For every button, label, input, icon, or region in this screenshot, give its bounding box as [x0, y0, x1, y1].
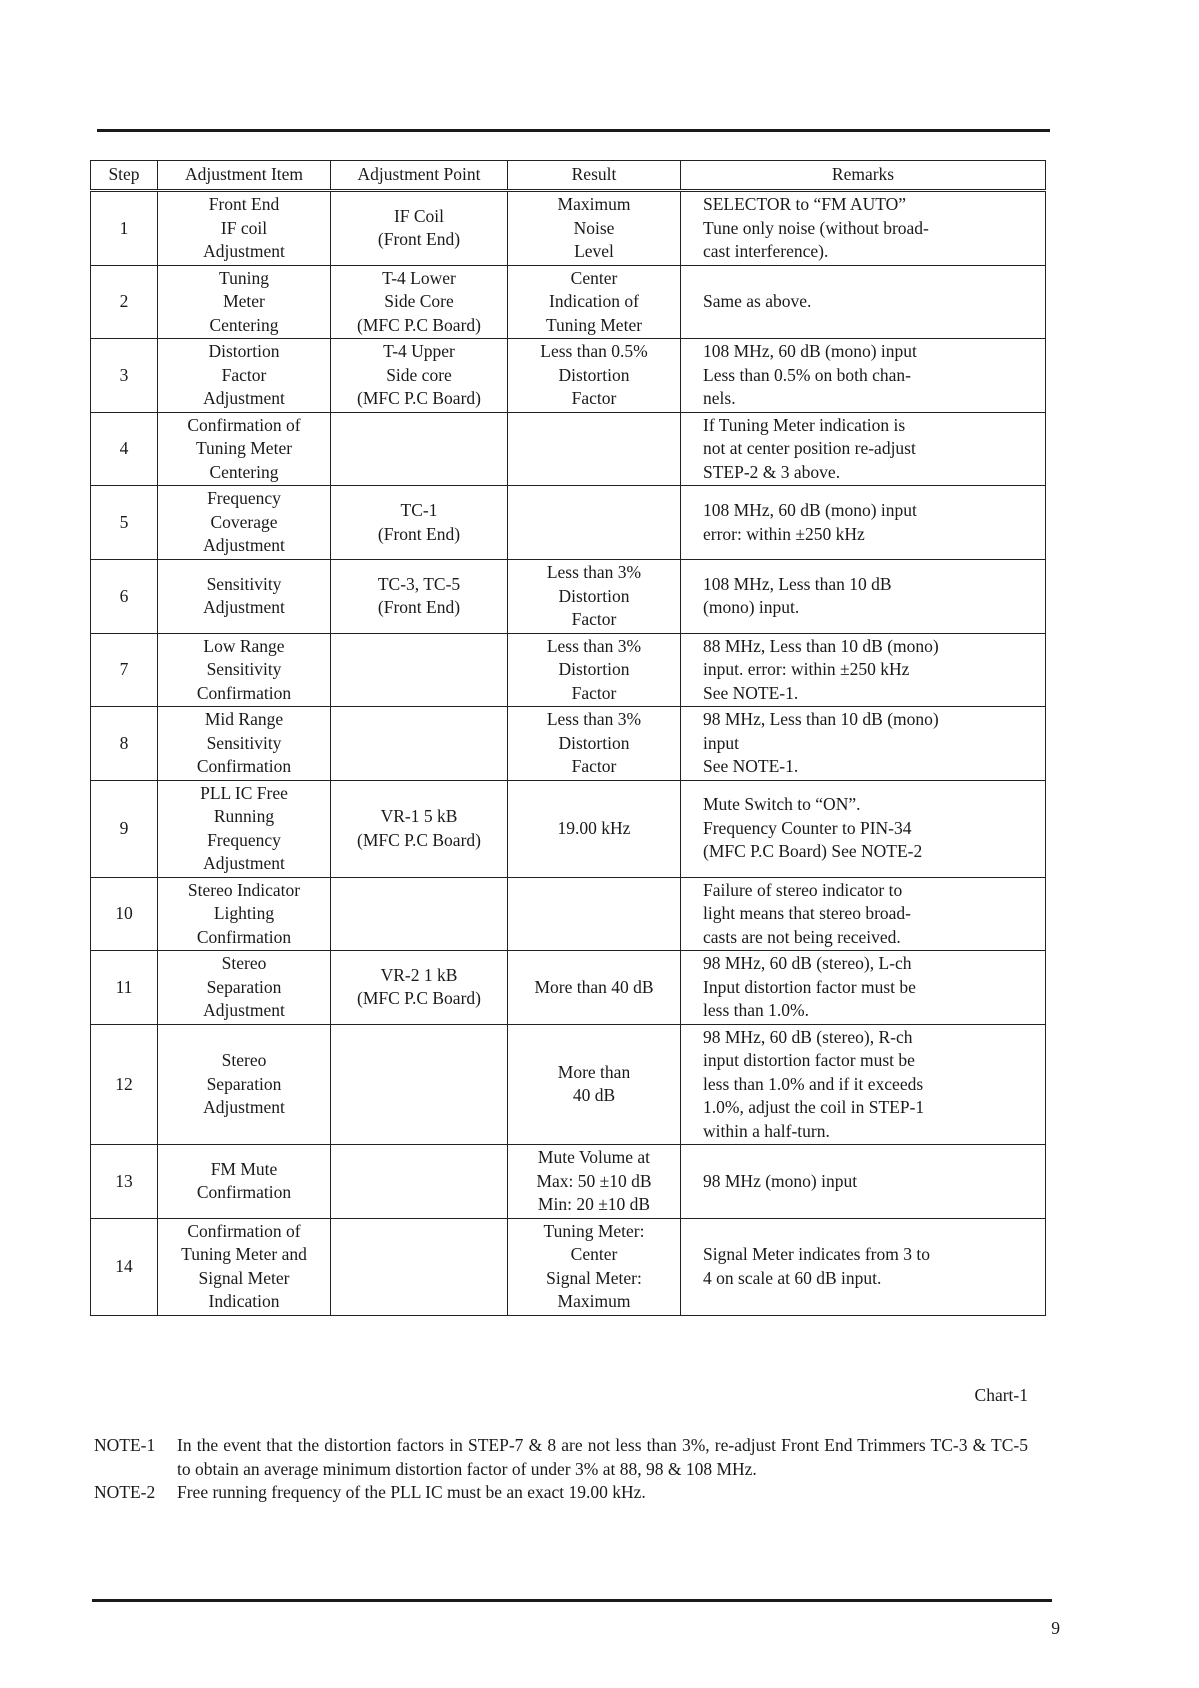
table-row: [91, 780, 1046, 877]
cell-line: Sensitivity: [206, 732, 282, 753]
note-text: Free running frequency of the PLL IC must be an exact 19.00 kHz.: [177, 1482, 646, 1502]
remarks-cell: [681, 486, 1046, 560]
cell-line: Sensitivity: [206, 573, 282, 594]
cell-line: Frequency: [207, 488, 281, 509]
cell-line: Distortion: [558, 585, 630, 606]
adjustment-item-cell: [158, 1145, 331, 1219]
cell-line: (Front End): [377, 229, 461, 250]
note-label: NOTE-2: [94, 1482, 156, 1502]
column-header-result: Result: [508, 161, 681, 191]
cell-line: See NOTE-1.: [703, 682, 799, 703]
adjustment-point-cell: [331, 560, 508, 634]
adjustment-item-cell: [158, 633, 331, 707]
adjustment-point-cell: [331, 877, 508, 951]
result-cell: [508, 877, 681, 951]
table-row: [91, 339, 1046, 413]
cell-line: Input distortion factor must be: [703, 976, 916, 997]
table-row: [91, 707, 1046, 781]
note-text: In the event that the distortion factors in STEP-7 & 8 are not less than 3%, re-adjust Front End Trimmers TC-3 & TC-5 to obtain an average minimum distortion factor of under 3% at 88, 98 & 108 MHz.: [177, 1435, 1028, 1479]
cell-line: Min: 20 ±10 dB: [537, 1194, 651, 1214]
adjustment-chart-table: [90, 160, 1046, 1316]
cell-line: input distortion factor must be: [703, 1050, 915, 1070]
cell-line: Separation: [206, 976, 282, 997]
cell-line: casts are not being received.: [703, 926, 901, 947]
cell-line: Signal Meter indicates from 3 to: [703, 1244, 930, 1264]
cell-line: Confirmation of: [187, 414, 301, 435]
cell-line: PLL IC Free: [200, 782, 288, 803]
remarks-cell: [681, 633, 1046, 707]
adjustment-point-cell: [331, 780, 508, 877]
cell-line: Sensitivity: [206, 659, 282, 679]
cell-line: Distortion: [208, 341, 280, 361]
remarks-cell: [681, 1024, 1046, 1145]
cell-line: not at center position re-adjust: [703, 438, 916, 458]
remarks-cell: [681, 560, 1046, 634]
cell-line: error: within ±250 kHz: [703, 523, 865, 544]
cell-line: Indication of: [549, 291, 639, 311]
cell-line: less than 1.0% and if it exceeds: [703, 1073, 924, 1094]
step-cell: 2: [91, 265, 158, 339]
cell-line: (MFC P.C Board): [357, 314, 481, 335]
adjustment-item-cell: [158, 707, 331, 781]
cell-line: Less than 0.5% on both chan-: [703, 364, 912, 385]
remarks-cell: [681, 412, 1046, 486]
table-header-row: [91, 161, 1046, 191]
cell-line: Factor: [571, 756, 617, 776]
column-header-adjustment-item: Adjustment Item: [158, 161, 331, 191]
step-cell: 7: [91, 633, 158, 707]
adjustment-item-cell: [158, 1024, 331, 1145]
cell-line: (Front End): [377, 597, 461, 618]
cell-line: (Front End): [377, 523, 461, 544]
adjustment-item-cell: [158, 265, 331, 339]
cell-line: Low Range: [203, 635, 285, 656]
table-row: [91, 633, 1046, 707]
cell-line: SELECTOR to “FM AUTO”: [703, 194, 907, 214]
cell-line: Factor: [221, 364, 267, 385]
bottom-rule: [92, 1599, 1052, 1602]
remarks-cell: [681, 951, 1046, 1025]
result-cell: [508, 486, 681, 560]
cell-line: Adjustment: [203, 241, 285, 261]
adjustment-item-cell: [158, 877, 331, 951]
column-header-adjustment-point: Adjustment Point: [331, 161, 508, 191]
column-header-step: Step: [91, 161, 158, 191]
cell-line: less than 1.0%.: [703, 1000, 809, 1020]
cell-line: STEP-2 & 3 above.: [703, 461, 841, 482]
cell-line: Confirmation: [196, 756, 292, 776]
result-cell: [508, 951, 681, 1025]
cell-line: (mono) input.: [703, 597, 800, 618]
result-cell: [508, 339, 681, 413]
cell-line: Adjustment: [203, 597, 285, 618]
cell-line: Indication: [208, 1291, 280, 1311]
adjustment-item-cell: [158, 339, 331, 413]
cell-line: T-4 Upper: [383, 341, 455, 361]
cell-line: Centering: [209, 314, 279, 335]
step-cell: 12: [91, 1024, 158, 1145]
adjustment-point-cell: [331, 633, 508, 707]
adjustment-point-cell: [331, 951, 508, 1025]
cell-line: 88 MHz, Less than 10 dB (mono): [703, 635, 939, 656]
cell-line: 98 MHz, 60 dB (stereo), R-ch: [703, 1026, 913, 1047]
adjustment-item-cell: [158, 486, 331, 560]
cell-line: Front End: [208, 194, 280, 214]
cell-line: VR-1 5 kB: [380, 806, 458, 826]
cell-line: Frequency: [207, 829, 281, 850]
result-cell: [508, 707, 681, 781]
page-number: 9: [1051, 1618, 1060, 1638]
adjustment-point-cell: [331, 707, 508, 781]
cell-line: VR-2 1 kB: [380, 964, 458, 985]
result-cell: [508, 780, 681, 877]
cell-line: Distortion: [558, 732, 630, 753]
cell-line: Tuning Meter and: [181, 1244, 307, 1264]
cell-line: Running: [213, 806, 275, 826]
cell-line: See NOTE-1.: [703, 756, 799, 776]
adjustment-item-cell: [158, 1218, 331, 1315]
cell-line: Tuning Meter: [545, 314, 643, 335]
step-cell: 8: [91, 707, 158, 781]
cell-line: Coverage: [210, 511, 278, 532]
cell-line: Separation: [206, 1073, 282, 1094]
step-cell: 10: [91, 877, 158, 951]
cell-line: Adjustment: [203, 535, 285, 556]
cell-line: Level: [574, 241, 614, 261]
cell-line: Tuning Meter: [195, 438, 293, 458]
cell-line: 98 MHz, Less than 10 dB (mono): [703, 709, 939, 729]
table-body: [91, 191, 1046, 1316]
result-cell: [508, 1145, 681, 1219]
adjustment-point-cell: [331, 486, 508, 560]
cell-line: Same as above.: [703, 291, 812, 311]
cell-line: within a half-turn.: [703, 1120, 830, 1141]
cell-line: Signal Meter: [198, 1267, 290, 1288]
result-cell: [508, 560, 681, 634]
cell-line: (MFC P.C Board): [357, 988, 481, 1009]
cell-line: Max: 50 ±10 dB: [536, 1170, 652, 1191]
remarks-cell: [681, 1145, 1046, 1219]
cell-line: Center: [570, 1244, 618, 1264]
cell-line: Side Core: [384, 291, 454, 311]
cell-line: IF coil: [220, 217, 268, 238]
cell-line: Confirmation: [196, 1182, 292, 1203]
top-rule: [97, 129, 1050, 132]
adjustment-item-cell: [158, 412, 331, 486]
cell-line: Tuning: [219, 267, 269, 288]
cell-line: Factor: [571, 609, 617, 629]
cell-line: Tune only noise (without broad-: [703, 217, 929, 238]
cell-line: Stereo: [221, 1050, 267, 1070]
cell-line: cast interference).: [703, 241, 829, 261]
result-cell: [508, 191, 681, 266]
cell-line: Distortion: [558, 659, 630, 679]
cell-line: Center: [570, 267, 618, 288]
step-cell: 4: [91, 412, 158, 486]
adjustment-item-cell: [158, 780, 331, 877]
cell-line: 108 MHz, 60 dB (mono) input: [703, 500, 917, 520]
cell-line: Factor: [571, 682, 617, 703]
remarks-cell: [681, 1218, 1046, 1315]
adjustment-point-cell: [331, 412, 508, 486]
table-row: [91, 1145, 1046, 1219]
cell-line: Frequency Counter to PIN-34: [703, 817, 912, 838]
cell-line: input: [703, 732, 739, 753]
cell-line: Meter: [223, 291, 265, 311]
note-1: [94, 1434, 1028, 1481]
cell-line: IF Coil: [393, 205, 445, 226]
cell-line: 4 on scale at 60 dB input.: [703, 1267, 882, 1288]
table-row: [91, 951, 1046, 1025]
cell-line: 98 MHz (mono) input: [703, 1170, 858, 1191]
table-row: [91, 1024, 1046, 1145]
cell-line: If Tuning Meter indication is: [703, 414, 906, 435]
step-cell: 11: [91, 951, 158, 1025]
chart-label: Chart-1: [974, 1385, 1028, 1405]
cell-line: More than: [557, 1061, 631, 1082]
step-cell: 13: [91, 1145, 158, 1219]
cell-line: Noise: [573, 217, 615, 238]
cell-line: Side core: [386, 364, 452, 385]
remarks-cell: [681, 877, 1046, 951]
step-cell: 1: [91, 191, 158, 266]
note-label: NOTE-1: [94, 1435, 156, 1455]
cell-line: Adjustment: [203, 853, 285, 873]
cell-line: light means that stereo broad-: [703, 903, 911, 923]
cell-line: Confirmation: [196, 926, 292, 947]
cell-line: 1.0%, adjust the coil in STEP-1: [703, 1097, 925, 1117]
cell-line: Less than 3%: [546, 562, 642, 582]
cell-line: T-4 Lower: [382, 267, 456, 288]
cell-line: Stereo Indicator: [187, 879, 301, 900]
adjustment-point-cell: [331, 191, 508, 266]
cell-line: Confirmation of: [187, 1220, 301, 1241]
step-cell: 14: [91, 1218, 158, 1315]
remarks-cell: [681, 191, 1046, 266]
adjustment-point-cell: [331, 1145, 508, 1219]
adjustment-item-cell: [158, 560, 331, 634]
result-cell: [508, 633, 681, 707]
step-cell: 3: [91, 339, 158, 413]
cell-line: 19.00 kHz: [557, 817, 631, 838]
cell-line: Stereo: [221, 953, 267, 973]
column-header-remarks: Remarks: [681, 161, 1046, 191]
adjustment-item-cell: [158, 951, 331, 1025]
cell-line: Mid Range: [204, 709, 284, 729]
cell-line: Signal Meter:: [546, 1267, 642, 1288]
table-row: [91, 877, 1046, 951]
adjustment-item-cell: [158, 191, 331, 266]
cell-line: More than 40 dB: [534, 976, 654, 997]
cell-line: 108 MHz, Less than 10 dB: [703, 573, 892, 594]
remarks-cell: [681, 707, 1046, 781]
cell-line: Maximum: [557, 1291, 631, 1311]
remarks-cell: [681, 265, 1046, 339]
table-row: [91, 1218, 1046, 1315]
cell-line: 40 dB: [572, 1085, 616, 1106]
cell-line: nels.: [703, 388, 736, 408]
cell-line: TC-1: [400, 500, 438, 520]
remarks-cell: [681, 339, 1046, 413]
cell-line: 108 MHz, 60 dB (mono) input: [703, 341, 917, 361]
cell-line: Less than 0.5%: [540, 341, 648, 361]
cell-line: Centering: [209, 461, 279, 482]
result-cell: [508, 1024, 681, 1145]
cell-line: Adjustment: [203, 1097, 285, 1117]
result-cell: [508, 1218, 681, 1315]
result-cell: [508, 412, 681, 486]
table-row: [91, 486, 1046, 560]
step-cell: 9: [91, 780, 158, 877]
cell-line: Lighting: [213, 903, 275, 923]
cell-line: Maximum: [557, 194, 631, 214]
cell-line: Adjustment: [203, 388, 285, 408]
cell-line: (MFC P.C Board): [357, 829, 481, 850]
cell-line: Mute Volume at: [537, 1147, 651, 1167]
remarks-cell: [681, 780, 1046, 877]
cell-line: (MFC P.C Board): [357, 388, 481, 408]
cell-line: Tuning Meter:: [543, 1220, 645, 1241]
cell-line: Less than 3%: [546, 635, 642, 656]
cell-line: input. error: within ±250 kHz: [703, 659, 910, 679]
cell-line: (MFC P.C Board) See NOTE-2: [703, 841, 923, 862]
result-cell: [508, 265, 681, 339]
cell-line: 98 MHz, 60 dB (stereo), L-ch: [703, 953, 912, 973]
cell-line: Factor: [571, 388, 617, 408]
cell-line: Failure of stereo indicator to: [703, 879, 903, 900]
table-row: [91, 265, 1046, 339]
cell-line: TC-3, TC-5: [377, 573, 461, 594]
adjustment-point-cell: [331, 1218, 508, 1315]
notes-section: [94, 1434, 1028, 1505]
cell-line: Confirmation: [196, 682, 292, 703]
cell-line: FM Mute: [210, 1158, 278, 1179]
note-2: [94, 1481, 1028, 1505]
table-row: [91, 560, 1046, 634]
step-cell: 6: [91, 560, 158, 634]
adjustment-point-cell: [331, 339, 508, 413]
adjustment-point-cell: [331, 1024, 508, 1145]
step-cell: 5: [91, 486, 158, 560]
adjustment-point-cell: [331, 265, 508, 339]
table-row: [91, 191, 1046, 266]
cell-line: Less than 3%: [546, 709, 642, 729]
cell-line: Distortion: [558, 364, 630, 385]
cell-line: Mute Switch to “ON”.: [703, 794, 861, 815]
cell-line: Adjustment: [203, 1000, 285, 1020]
table-row: [91, 412, 1046, 486]
